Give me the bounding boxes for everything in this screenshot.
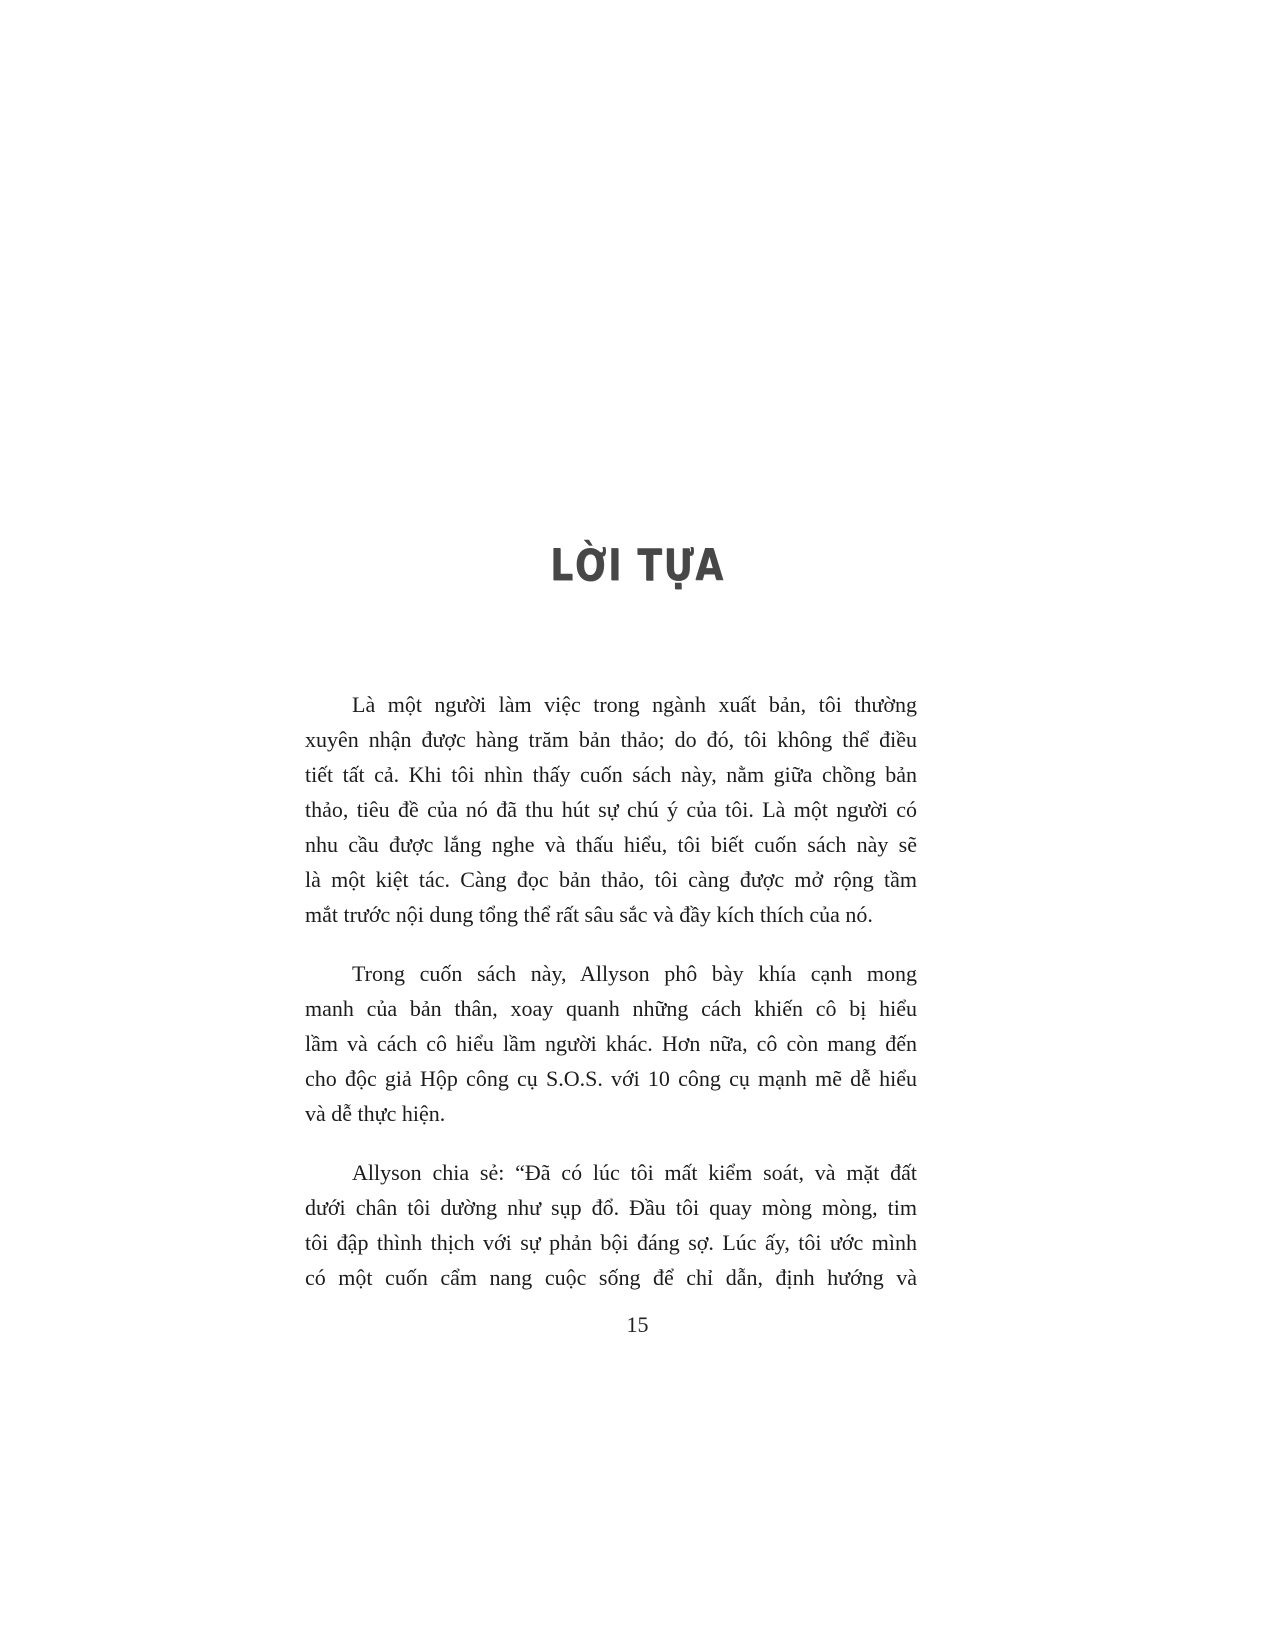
text-line: dưới chân tôi dường như sụp đổ. Đầu tôi quay mòng mòng, tim <box>305 1195 917 1220</box>
text-line: Trong cuốn sách này, Allyson phô bày khía cạnh mong <box>352 961 917 986</box>
paragraph <box>305 1155 917 1295</box>
text-line: nhu cầu được lắng nghe và thấu hiểu, tôi biết cuốn sách này sẽ <box>305 832 917 857</box>
text-line: xuyên nhận được hàng trăm bản thảo; do đó, tôi không thể điều <box>305 727 917 752</box>
text-line: manh của bản thân, xoay quanh những cách khiến cô bị hiểu <box>305 996 917 1021</box>
text-line: cho độc giả Hộp công cụ S.O.S. với 10 công cụ mạnh mẽ dễ hiểu <box>305 1066 917 1091</box>
text-line: thảo, tiêu đề của nó đã thu hút sự chú ý của tôi. Là một người có <box>305 797 917 822</box>
body-text <box>305 687 917 1295</box>
text-line: là một kiệt tác. Càng đọc bản thảo, tôi càng được mở rộng tầm <box>305 867 917 892</box>
text-line: lầm và cách cô hiểu lầm người khác. Hơn nữa, cô còn mang đến <box>305 1031 917 1056</box>
page-number: 15 <box>626 1312 649 1337</box>
text-line: tôi đập thình thịch với sự phản bội đáng sợ. Lúc ấy, tôi ước mình <box>305 1230 917 1255</box>
paragraph <box>305 687 917 932</box>
text-line: tiết tất cả. Khi tôi nhìn thấy cuốn sách này, nằm giữa chồng bản <box>305 762 917 787</box>
text-line: Là một người làm việc trong ngành xuất bản, tôi thường <box>352 692 917 717</box>
text-line: và dễ thực hiện. <box>305 1101 446 1126</box>
text-line: mắt trước nội dung tổng thể rất sâu sắc và đầy kích thích của nó. <box>305 902 873 927</box>
text-line: có một cuốn cẩm nang cuộc sống để chỉ dẫn, định hướng và <box>305 1265 917 1290</box>
chapter-title-text: LỜI TỰA <box>550 540 725 591</box>
chapter-title <box>0 540 1275 591</box>
text-line: Allyson chia sẻ: “Đã có lúc tôi mất kiểm soát, và mặt đất <box>352 1160 917 1185</box>
paragraph <box>305 956 917 1131</box>
